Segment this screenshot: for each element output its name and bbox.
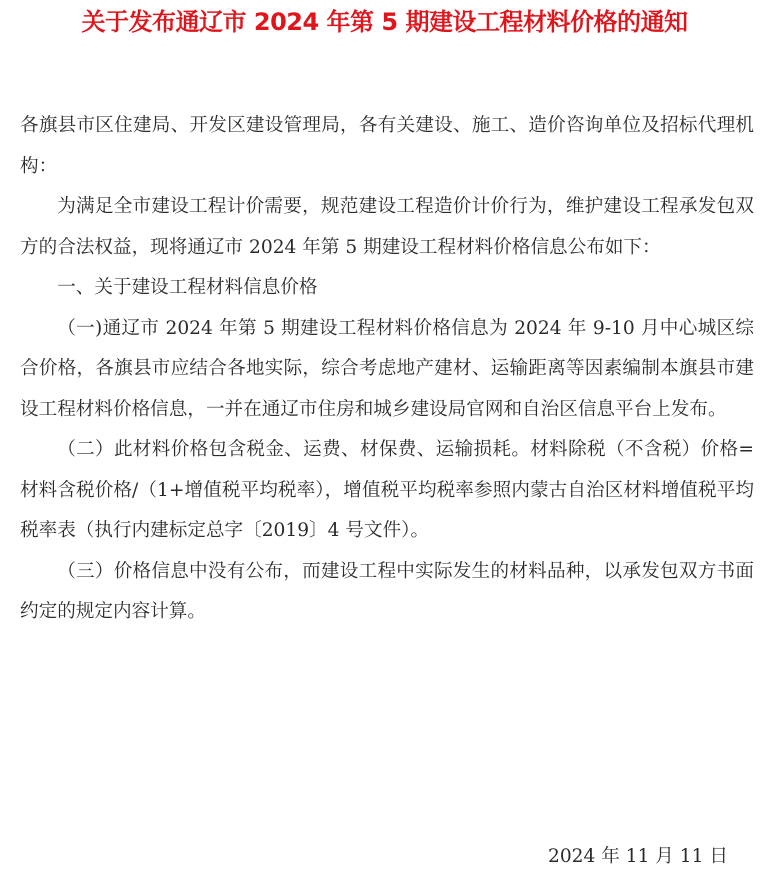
clause-1: （一)通辽市 2024 年第 5 期建设工程材料价格信息为 2024 年 9-10 月中心城区综合价格，各旗县市应结合各地实际，综合考虑地产建材、运输距离等因素编制本旗县市建设工程材料价格信息，一并在通辽市住房和城乡建设局官网和自治区信息平台上发布。: [20, 317, 754, 420]
document-body: [20, 106, 754, 633]
intro-paragraph: 为满足全市建设工程计价需要，规范建设工程造价计价行为，维护建设工程承发包双方的合法权益，现将通辽市 2024 年第 5 期建设工程材料价格信息公布如下：: [20, 196, 754, 258]
salutation: 各旗县市区住建局、开发区建设管理局，各有关建设、施工、造价咨询单位及招标代理机构：: [20, 115, 754, 177]
document-title: 关于发布通辽市 2024 年第 5 期建设工程材料价格的通知: [81, 8, 688, 36]
clause-3: （三）价格信息中没有公布，而建设工程中实际发生的材料品种，以承发包双方书面约定的规定内容计算。: [20, 560, 754, 622]
clause-2: （二）此材料价格包含税金、运费、材保费、运输损耗。材料除税（不含税）价格=材料含税价格/（1+增值税平均税率），增值税平均税率参照内蒙古自治区材料增值税平均税率表（执行内建标定总字〔2019〕4 号文件）。: [20, 439, 754, 541]
section-heading-1: 一、关于建设工程材料信息价格: [57, 277, 318, 298]
issue-date: 2024 年 11 月 11 日: [548, 846, 728, 867]
